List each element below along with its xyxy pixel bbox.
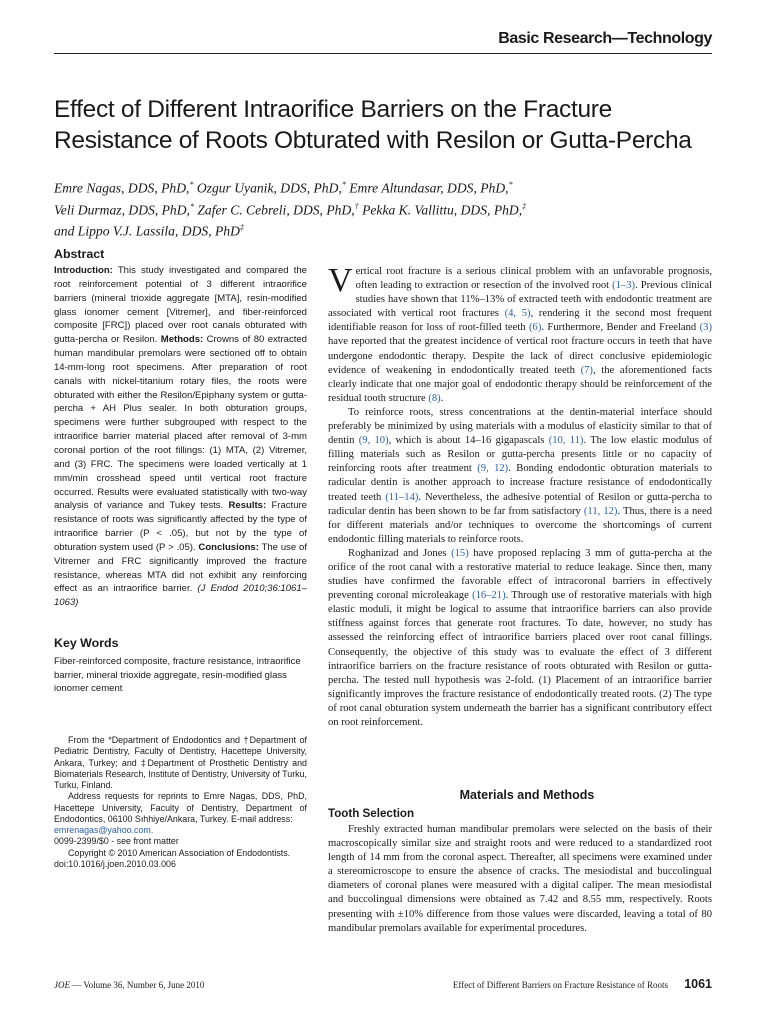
doi-line: doi:10.1016/j.joen.2010.03.006 [54, 858, 176, 869]
drop-cap: V [328, 262, 353, 299]
author-name: and Lippo V.J. Lassila, DDS, PhD [54, 223, 240, 239]
citation-link[interactable]: (11–14) [385, 491, 419, 503]
author-affiliation-mark: * [341, 180, 346, 189]
intro-paragraph-2 [328, 406, 712, 547]
author-affiliation-mark: ‡ [522, 201, 527, 211]
citation-link[interactable]: (8) [428, 392, 441, 404]
body-text: . Previous clinical studies have shown that 11%–13% of extracted teeth with endodontic treatment are associated with vertical root fractures [328, 280, 712, 320]
citation-link[interactable]: (6) [529, 322, 542, 334]
p1-content [328, 262, 712, 404]
abstract-results-label: Results: [228, 500, 267, 512]
abstract-conclusions-label: Conclusions: [198, 541, 259, 553]
citation-link[interactable]: (11, 12) [583, 505, 618, 517]
intro-paragraph-3 [328, 547, 712, 730]
tooth-selection-heading: Tooth Selection [328, 807, 415, 820]
citation-link[interactable]: (1–3) [612, 280, 636, 292]
author-name: Veli Durmaz, DDS, PhD, [54, 202, 190, 218]
body-text: Roghanizad and Jones [348, 547, 452, 559]
author-affiliation-mark: † [354, 201, 359, 211]
abstract-intro: This study investigated and compared the root reinforcement potential of 3 different intraorifice barriers (mineral trioxide aggregate [MTA], resin-modified glass ionomer cement [Vitremer], and fiber-reinforced composite [FRC]) placed over root canals obturated with gutta-percha or Resilon. [54, 265, 307, 346]
article-title: Effect of Different Intraorifice Barriers on the Fracture Resistance of Roots Obturated with Resilon or Gutta-Percha [54, 96, 692, 154]
body-text: . The low elastic modulus of filling materials such as Resilon or gutta-percha presents little or no capacity of reinforcing roots after treatment [328, 435, 712, 475]
body-text: . Through use of restorative materials with high elastic moduli, it might be logical to assume that intraorifice barriers can also provide stiffness against forces that generate root fractures. To date, however, no study has assessed the reinforcing effect of intraorifice barriers placed over root canal fillings. Consequently, the objective of this study was to evaluate the effect of 3 different intraorifice barriers on the fracture resistance of roots obturated with Resilon or gutta-percha. The tested null hypothesis was 2-fold. (1) Placement of an intraorifice barrier significantly improves the fracture resistance of endodontically treated roots. (2) The type of root canal obturation system underneath the barrier has a significant contributory effect on root reinforcement. [328, 590, 712, 728]
author-affiliation-mark: ‡ [239, 223, 244, 233]
body-text: . [440, 392, 444, 404]
abstract-citation: (J Endod 2010;36:1061–1063) [54, 583, 307, 609]
body-text: , which is about 14–16 gigapascals [388, 435, 549, 447]
email-link[interactable]: emrenagas@yahoo.com. [54, 825, 154, 835]
body-text: . Thus, there is a need for different materials and/or techniques to overcome the shortcomings of current endodontic filling materials to reinforce roots. [328, 505, 712, 545]
affiliation-text: From the *Department of Endodontics and †Department of Pediatric Dentistry, Faculty of Dentistry, Hacettepe University, Ankara, Turkey; and ‡Department of Prosthetic Dentistry and Biomaterials Research, Institute of Dentistry, University of Turku, Turku, Finland. [54, 735, 307, 790]
journal-abbrev: JOE [54, 980, 70, 990]
body-text: have proposed replacing 3 mm of gutta-percha at the orifice of the root canal with a restorative material to reduce leakage. Since then, many studies have confirmed the favorable effect of intracoronal barriers in effectively preventing coronal microleakage [328, 547, 712, 602]
issn-line: 0099-2399/$0 - see front matter [54, 836, 179, 847]
header-rule [54, 53, 712, 54]
author-name: Zafer C. Cebreli, DDS, PhD, [193, 202, 355, 218]
abstract-results: Fracture resistance of roots was significantly affected by the type of intraorifice barrier (P < .05), but not by the type of obturation system used (P > .05). [54, 500, 307, 553]
keywords-heading: Key Words [54, 636, 119, 650]
abstract-methods: Crowns of 80 extracted human mandibular premolars were sectioned off to obtain 14-mm-long root specimens. After preparation of root canals with nickel-titanium rotary files, the roots were obturated with either the Resilon/Epiphany system or gutta-percha + AH Plus sealer. In both obturation groups, specimens were further subgrouped with respect to the intraorifice barrier material placed after removal of 3-mm coronal portion of the root fillings: (1) MTA, (2) Vitremer, and (3) FRC. The specimens were loaded vertically at 1 mm/min crosshead speed until vertical root fracture occurred. Results were evaluated statistically with two-way analysis of variance and Tukey tests. [54, 334, 307, 512]
abstract-conclusions: The use of Vitremer and FRC significantly improved the fracture resistance, whereas MTA did not exhibit any reinforcing effect as an intraorifice barrier. [54, 541, 308, 595]
author-affiliation-mark: * [508, 180, 513, 189]
citation-link[interactable]: (15) [451, 547, 469, 559]
author-name: Emre Altundasar, DDS, PhD, [345, 180, 509, 196]
body-text: ertical root fracture is a serious clinical problem with an unfavorable prognosis, often leading to extraction or resection of the involved root [355, 266, 712, 292]
body-text: . Nevertheless, the adhesive potential of Resilon or gutta-percha to radicular dentin has been shown to be far from satisfactory [328, 491, 712, 517]
methods-paragraph: Freshly extracted human mandibular premolars were selected on the basis of their macroscopically similar size and straight roots and were reduced to a standardized root length of 14 mm from the coronal aspect. Thereafter, all specimens were examined under a stereomicroscope to ensure the absence of cracks. The mesiodistal and buccolingual diameters of coronal planes were measured with a digital caliper. The mean mesiodistal and buccolingual dimensions were obtained as 7.42 and 8.55 mm, respectively. Roots presenting with ±10% difference from those values were discarded, leaving a total of 80 mandibular premolars available for experimental procedures. [328, 824, 712, 934]
footer-running-title: Effect of Different Barriers on Fracture Resistance of Roots [452, 980, 668, 990]
citation-link[interactable]: (3) [699, 322, 712, 334]
footer-journal [54, 980, 204, 990]
author-name: Pekka K. Vallittu, DDS, PhD, [358, 202, 523, 218]
author-list [54, 176, 734, 241]
section-header: Basic Research—Technology [498, 30, 712, 47]
reprint-address: Address requests for reprints to Emre Nagas, DDS, PhD, Hacettepe University, Faculty of Dentistry, Department of Endodontics, 06100 Sıhhiye/Ankara, Turkey. E-mail address: [54, 791, 307, 824]
citation-link[interactable]: (9, 12) [477, 463, 509, 475]
affiliation-footnote [54, 735, 307, 870]
keywords-text: Fiber-reinforced composite, fracture resistance, intraorifice barrier, mineral trioxide aggregate, resin-modified glass ionomer cement [54, 656, 301, 695]
copyright-line: Copyright © 2010 American Association of Endodontists. [68, 847, 291, 858]
intro-paragraph-1 [328, 262, 712, 406]
p2-content [328, 407, 712, 545]
p3-content [328, 548, 712, 728]
body-text: To reinforce roots, stress concentrations at the dentin-material interface should preferably be minimized by using materials with a modulus of elasticity similar to that of dentin [328, 406, 712, 447]
body-text: , the aforementioned facts clearly indicate that one major goal of endodontic therapy should be reinforcement of the residual tooth structure [328, 364, 712, 404]
page-number: 1061 [684, 977, 712, 991]
citation-link[interactable]: (9, 10) [358, 435, 389, 447]
abstract-methods-label: Methods: [160, 334, 204, 346]
author-affiliation-mark: * [189, 201, 194, 211]
citation-link[interactable]: (7) [580, 364, 593, 376]
body-text: have reported that the greatest incidence of vertical root fracture occurs in teeth that have undergone endodontic therapy. Despite the lack of direct conclusive epidemiologic evidence of weakening in endodontically treated teeth [328, 336, 712, 376]
body-text: . Furthermore, Bender and Freeland [541, 322, 700, 334]
author-affiliation-mark: * [189, 180, 194, 189]
footer-volume: — Volume 36, Number 6, June 2010 [70, 980, 205, 990]
methods-heading: Materials and Methods [459, 788, 595, 802]
body-text: , rendering it the second most frequent identifiable reason for loss of root-filled teeth [328, 308, 712, 334]
body-text: . Bonding endodontic obturation materials to radicular dentin is another approach to increase fracture resistance of endodontically treated teeth [328, 463, 712, 503]
abstract-intro-label: Introduction: [54, 265, 113, 276]
abstract-text [54, 264, 307, 610]
methods-text [328, 823, 712, 936]
citation-link[interactable]: (4, 5) [504, 308, 531, 320]
author-name: Emre Nagas, DDS, PhD, [54, 180, 190, 196]
introduction-body [328, 262, 712, 730]
abstract-heading: Abstract [54, 247, 105, 261]
author-name: Ozgur Uyanik, DDS, PhD, [193, 180, 342, 196]
citation-link[interactable]: (16–21) [472, 590, 506, 602]
citation-link[interactable]: (10, 11) [548, 435, 584, 447]
